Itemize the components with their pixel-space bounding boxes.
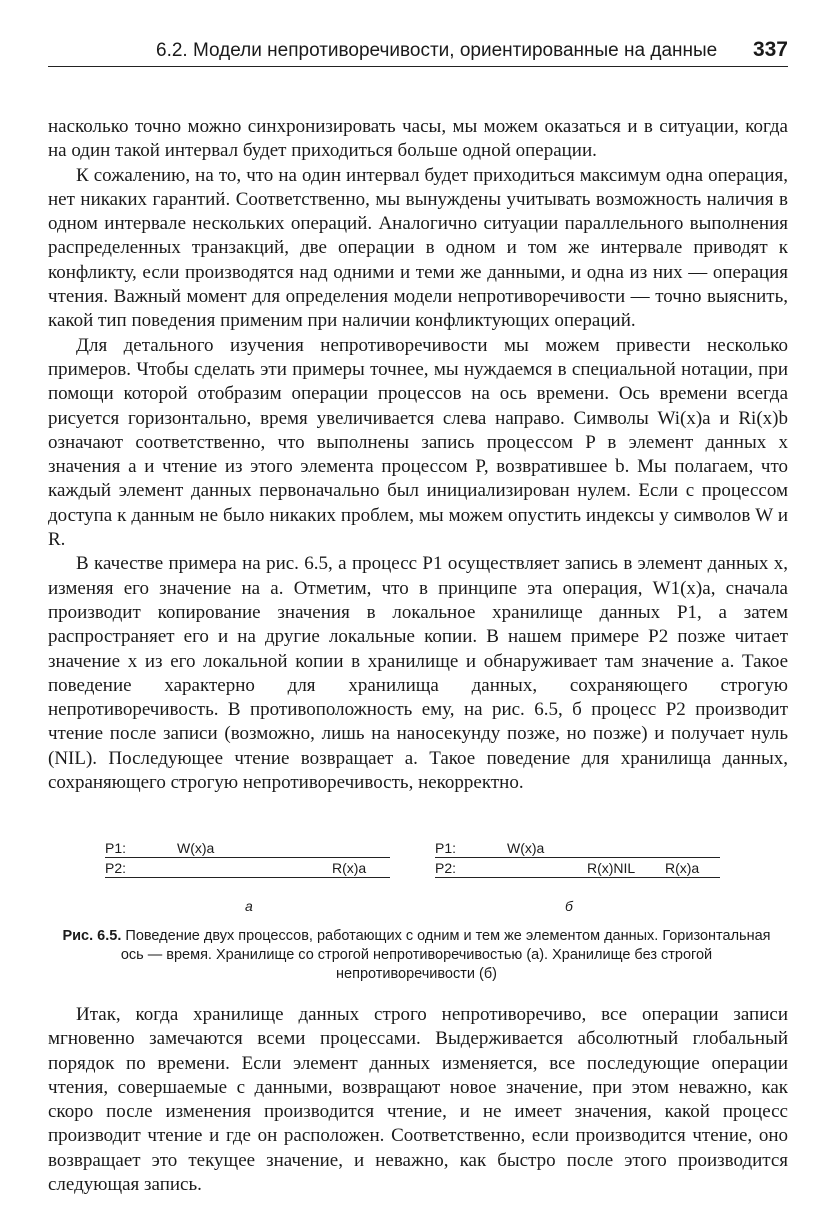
p1-write-op: W(x)a [177,840,215,856]
panel-sublabel: б [565,898,573,914]
body-text-top [48,115,788,795]
figure-6-5 [105,840,725,920]
panel-sublabel: а [245,898,253,914]
p1-time-axis [105,857,390,858]
paragraph: В качестве примера на рис. 6.5, а процесс P1 осуществляет запись в элемент данных x, изменяя его значение на a. Отметим, что в принципе эта операция, W1(x)a, сначала производит копирование значения в локальное хранилище данных P1, а затем распространяет его и на другие локальные копии. В нашем примере P2 позже читает значение x из его локальной копии в хранилище и обнаруживает там значение a. Такое поведение характерно для хранилища данных, сохраняющего строгую непротиворечивость. В противоположность ему, на рис. 6.5, б процесс P2 производит чтение после записи (возможно, лишь на наносекунду позже, но позже) и получает нуль (NIL). Последующее чтение возвращает a. Такое поведение для хранилища данных, сохраняющего строгую непротиворечивость, некорректно. [48,553,788,794]
paragraph: Итак, когда хранилище данных строго непротиворечиво, все операции записи мгновенно замечаются всеми процессами. Выдерживается абсолютный глобальный порядок по времени. Если элемент данных изменяется, все последующие операции чтения, совершаемые с данными, возвращают новое значение, при этом неважно, как скоро после изменения производится чтение, и не имеет значения, какой процесс производит чтение и где он расположен. Соответственно, если производится чтение, оно возвращает это текущее значение, и неважно, как быстро после этого производится следующая запись. [48,1004,788,1196]
paragraph: насколько точно можно синхронизировать часы, мы можем оказаться и в ситуации, когда на один такой интервал будет приходиться больше одной операции. [48,116,788,162]
paragraph: Для детального изучения непротиворечивости мы можем привести несколько примеров. Чтобы сделать эти примеры точнее, мы нуждаемся в специальной нотации, при помощи которой отобразим операции процессов на ось времени. Ось времени всегда рисуется горизонтально, время увеличивается слева направо. Символы Wi(x)a и Ri(x)b означают соответственно, что выполнены запись процессом P в элемент данных x значения a и чтение из этого элемента процессом P, возвратившее b. Мы полагаем, что каждый элемент данных первоначально был инициализирован нулем. Если с процессом доступа к данным не было никаких проблем, мы можем опустить индексы у символов W и R. [48,334,788,551]
paragraph: К сожалению, на то, что на один интервал будет приходиться максимум одна операция, нет никаких гарантий. Соответственно, мы вынуждены учитывать возможность наличия в одном интервале нескольких операций. Аналогично ситуации параллельного выполнения распределенных транзакций, две операции в одном и том же интервале приводят к конфликту, если производятся над одними и теми же данными, и одна из них — операция чтения. Важный момент для определения модели непротиворечивости — точно выяснить, какой тип поведения применим при наличии конфликтующих операций. [48,164,788,332]
page-header [48,38,788,67]
p1-write-op: W(x)a [507,840,545,856]
p1-time-axis [435,857,720,858]
p2-time-axis [105,877,390,878]
running-head: 6.2. Модели непротиворечивости, ориентированные на данные [156,40,718,61]
figure-caption [60,927,773,984]
figure-panel-b [435,840,720,920]
p2-read-op: R(x)a [665,860,700,876]
p2-read-op: R(x)a [332,860,367,876]
figure-panel-a [105,840,390,920]
caption-text: Поведение двух процессов, работающих с одним и тем же элементом данных. Горизонтальная ось — время. Хранилище со строгой непротиворечивостью (а). Хранилище без строгой непротиворечивости (б) [120,928,771,982]
p2-label: P2: [105,860,127,876]
p1-label: P1: [435,840,457,856]
p2-read-op-nil: R(x)NIL [587,860,636,876]
body-text-bottom [48,1003,788,1197]
caption-label: Рис. 6.5. [62,928,122,944]
p1-label: P1: [105,840,127,856]
p2-label: P2: [435,860,457,876]
p2-time-axis [435,877,720,878]
page-number: 337 [752,38,788,61]
